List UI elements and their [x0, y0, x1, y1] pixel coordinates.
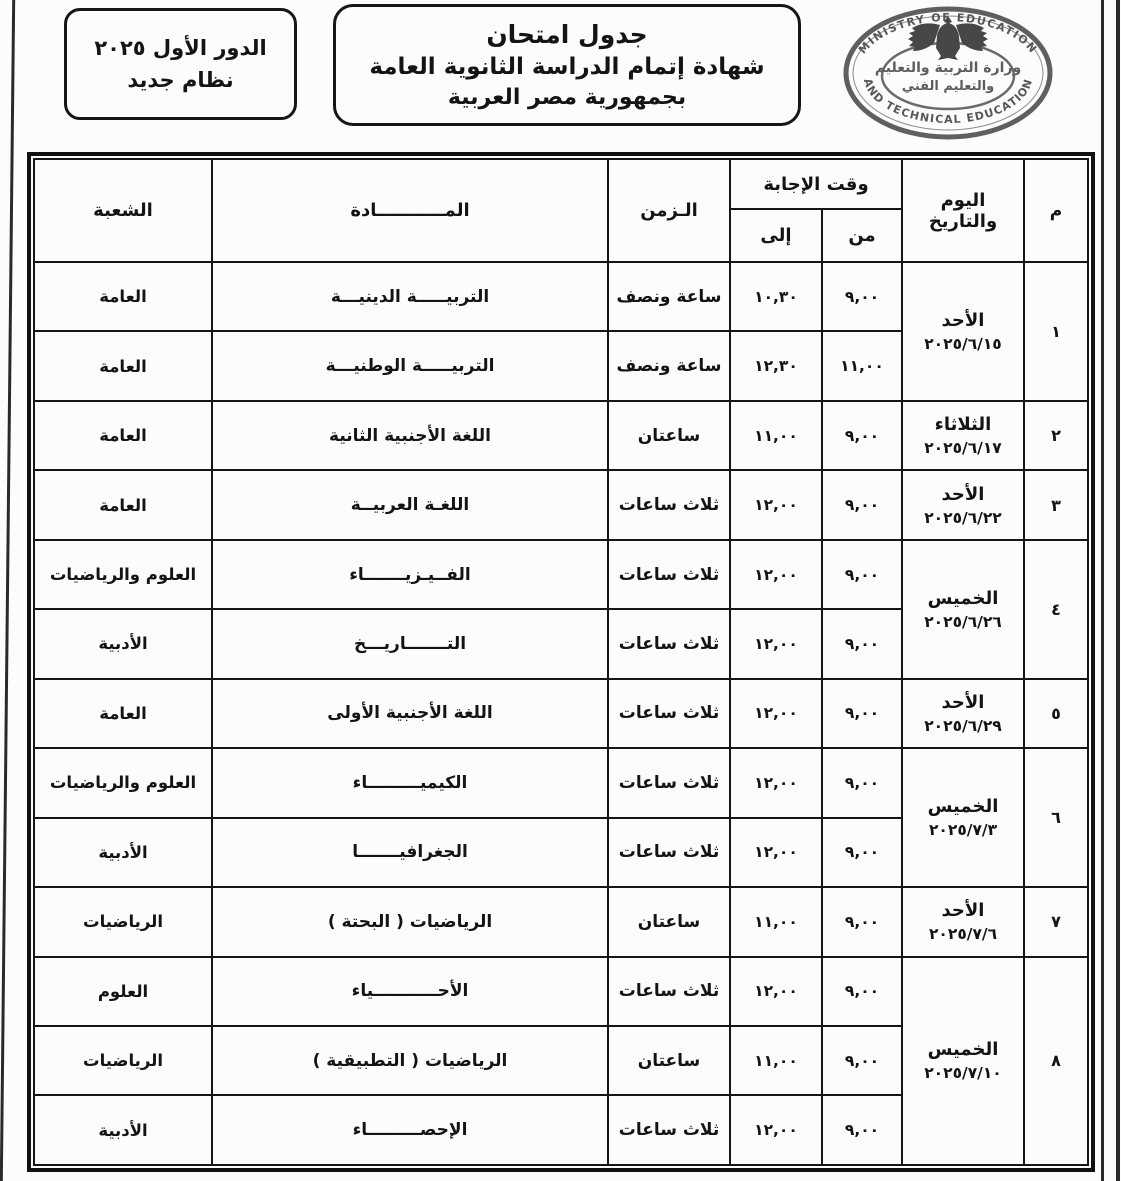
time-from-cell: ٩,٠٠	[822, 1026, 902, 1095]
exam-number: ٦	[1024, 748, 1088, 887]
ministry-seal-graphic	[840, 4, 1056, 142]
branch-cell: العامة	[34, 401, 212, 470]
session-line2: نظام جديد	[127, 68, 234, 92]
day-date-cell	[902, 679, 1024, 748]
day-name: الأحد	[941, 900, 985, 922]
seal-ring-text-top: MINISTRY OF EDUCATION	[855, 10, 1041, 57]
day-name: الأحد	[941, 691, 985, 713]
exam-number: ٣	[1024, 470, 1088, 539]
time-to-cell: ١١,٠٠	[730, 887, 822, 956]
title-line3: بجمهورية مصر العربية	[447, 85, 687, 110]
exam-number: ١	[1024, 262, 1088, 401]
day-name: الخميس	[927, 587, 999, 609]
branch-cell: العامة	[34, 262, 212, 331]
branch-cell: الأدبية	[34, 1095, 212, 1165]
duration-cell: ساعتان	[608, 1026, 730, 1095]
time-from-cell: ١١,٠٠	[822, 331, 902, 400]
subject-cell: الأحـــــــــــياء	[212, 957, 608, 1026]
branch-cell: العامة	[34, 331, 212, 400]
day-date: ٢٠٢٥/٦/٢٢	[924, 508, 1002, 527]
day-date-cell	[902, 957, 1024, 1165]
table-row	[34, 470, 1088, 539]
day-name: الثلاثاء	[934, 414, 992, 436]
time-to-cell: ١٢,٠٠	[730, 679, 822, 748]
session-line1: الدور الأول ٢٠٢٥	[94, 36, 267, 60]
day-date-cell	[902, 748, 1024, 887]
time-from-cell: ٩,٠٠	[822, 887, 902, 956]
exam-number: ٤	[1024, 540, 1088, 679]
branch-cell: الرياضيات	[34, 887, 212, 956]
day-name: الخميس	[927, 1039, 999, 1061]
day-date: ٢٠٢٥/٦/٢٦	[924, 612, 1002, 631]
session-box	[64, 8, 297, 120]
time-to-cell: ١٢,٠٠	[730, 748, 822, 817]
page-frame-left	[0, 0, 15, 1181]
day-name: الأحد	[941, 309, 985, 331]
branch-cell: الأدبية	[34, 818, 212, 887]
time-from-cell: ٩,٠٠	[822, 748, 902, 817]
subject-cell: اللغة الأجنبية الأولى	[212, 679, 608, 748]
header-duration: الـزمن	[608, 159, 730, 262]
title-line2: شهادة إتمام الدراسة الثانوية العامة	[369, 54, 765, 80]
header-from: من	[822, 209, 902, 262]
table-row	[34, 957, 1088, 1026]
duration-cell: ثلاث ساعات	[608, 679, 730, 748]
day-date: ٢٠٢٥/٧/٣	[928, 821, 998, 840]
branch-cell: العامة	[34, 679, 212, 748]
subject-cell: الإحصـــــــــاء	[212, 1095, 608, 1165]
seal-center-line2: والتعليم الفني	[901, 79, 995, 94]
header-to: إلى	[730, 209, 822, 262]
day-date-cell	[902, 262, 1024, 401]
time-to-cell: ١٢,٠٠	[730, 818, 822, 887]
day-date-cell	[902, 887, 1024, 956]
page-frame-right-outer	[1116, 0, 1120, 1181]
header-day-date	[902, 159, 1024, 262]
time-from-cell: ٩,٠٠	[822, 818, 902, 887]
duration-cell: ثلاث ساعات	[608, 748, 730, 817]
time-from-cell: ٩,٠٠	[822, 262, 902, 331]
subject-cell: الرياضيات ( التطبيقية )	[212, 1026, 608, 1095]
time-to-cell: ١٢,٠٠	[730, 957, 822, 1026]
day-date-cell	[902, 401, 1024, 470]
time-to-cell: ١٢,٠٠	[730, 540, 822, 609]
branch-cell: الرياضيات	[34, 1026, 212, 1095]
header-branch: الشعبة	[34, 159, 212, 262]
duration-cell: ثلاث ساعات	[608, 818, 730, 887]
time-from-cell: ٩,٠٠	[822, 1095, 902, 1165]
day-date: ٢٠٢٥/٧/١٠	[924, 1064, 1002, 1083]
page-frame-right-inner	[1101, 0, 1104, 1181]
duration-cell: ثلاث ساعات	[608, 540, 730, 609]
title-line1: جدول امتحان	[486, 20, 648, 49]
exam-number: ٢	[1024, 401, 1088, 470]
table-row	[34, 748, 1088, 817]
branch-cell: العلوم والرياضيات	[34, 540, 212, 609]
exam-number: ٨	[1024, 957, 1088, 1165]
duration-cell: ثلاث ساعات	[608, 1095, 730, 1165]
subject-cell: الفــيـزيـــــــاء	[212, 540, 608, 609]
header-subject: المـــــــــــادة	[212, 159, 608, 262]
time-to-cell: ١٢,٠٠	[730, 470, 822, 539]
time-from-cell: ٩,٠٠	[822, 609, 902, 678]
day-date: ٢٠٢٥/٦/١٧	[924, 439, 1002, 458]
exam-number: ٧	[1024, 887, 1088, 956]
exam-number: ٥	[1024, 679, 1088, 748]
duration-cell: ثلاث ساعات	[608, 470, 730, 539]
day-date-cell	[902, 470, 1024, 539]
time-from-cell: ٩,٠٠	[822, 540, 902, 609]
time-to-cell: ١٢,٣٠	[730, 331, 822, 400]
subject-cell: اللغـة العربيــة	[212, 470, 608, 539]
branch-cell: الأدبية	[34, 609, 212, 678]
branch-cell: العامة	[34, 470, 212, 539]
title-box	[333, 4, 801, 126]
exam-table	[27, 152, 1095, 1172]
header-day-date-line1: اليوم	[940, 189, 986, 211]
duration-cell: ثلاث ساعات	[608, 957, 730, 1026]
time-from-cell: ٩,٠٠	[822, 957, 902, 1026]
table-row	[34, 887, 1088, 956]
time-to-cell: ١٠,٣٠	[730, 262, 822, 331]
duration-cell: ثلاث ساعات	[608, 609, 730, 678]
duration-cell: ساعتان	[608, 887, 730, 956]
ministry-seal	[840, 4, 1056, 142]
header-answer-time: وقت الإجابة	[730, 159, 902, 209]
time-from-cell: ٩,٠٠	[822, 679, 902, 748]
subject-cell: التربيـــــة الدينيـــة	[212, 262, 608, 331]
subject-cell: التـــــــاريـــخ	[212, 609, 608, 678]
day-date-cell	[902, 540, 1024, 679]
subject-cell: اللغة الأجنبية الثانية	[212, 401, 608, 470]
day-date: ٢٠٢٥/٦/٢٩	[924, 716, 1002, 735]
header-day-date-line2: والتاريخ	[928, 210, 998, 232]
branch-cell: العلوم والرياضيات	[34, 748, 212, 817]
time-to-cell: ١١,٠٠	[730, 401, 822, 470]
table-row	[34, 679, 1088, 748]
duration-cell: ساعة ونصف	[608, 262, 730, 331]
day-name: الأحد	[941, 483, 985, 505]
table-row	[34, 262, 1088, 331]
seal-ring-text-bottom: AND TECHNICAL EDUCATION	[860, 76, 1036, 127]
subject-cell: التربيـــــة الوطنيـــة	[212, 331, 608, 400]
day-date: ٢٠٢٥/٦/١٥	[924, 334, 1002, 353]
duration-cell: ساعة ونصف	[608, 331, 730, 400]
subject-cell: الجغرافيـــــــا	[212, 818, 608, 887]
subject-cell: الكيميـــــــــاء	[212, 748, 608, 817]
header-num: م	[1024, 159, 1088, 262]
time-from-cell: ٩,٠٠	[822, 401, 902, 470]
branch-cell: العلوم	[34, 957, 212, 1026]
exam-schedule-table	[33, 158, 1089, 1166]
time-to-cell: ١١,٠٠	[730, 1026, 822, 1095]
time-to-cell: ١٢,٠٠	[730, 609, 822, 678]
time-to-cell: ١٢,٠٠	[730, 1095, 822, 1165]
day-date: ٢٠٢٥/٧/٦	[928, 925, 998, 944]
time-from-cell: ٩,٠٠	[822, 470, 902, 539]
subject-cell: الرياضيات ( البحتة )	[212, 887, 608, 956]
table-row	[34, 540, 1088, 609]
duration-cell: ساعتان	[608, 401, 730, 470]
table-row	[34, 401, 1088, 470]
day-name: الخميس	[927, 796, 999, 818]
seal-center-line1: وزارة التربية والتعليم	[874, 60, 1022, 76]
